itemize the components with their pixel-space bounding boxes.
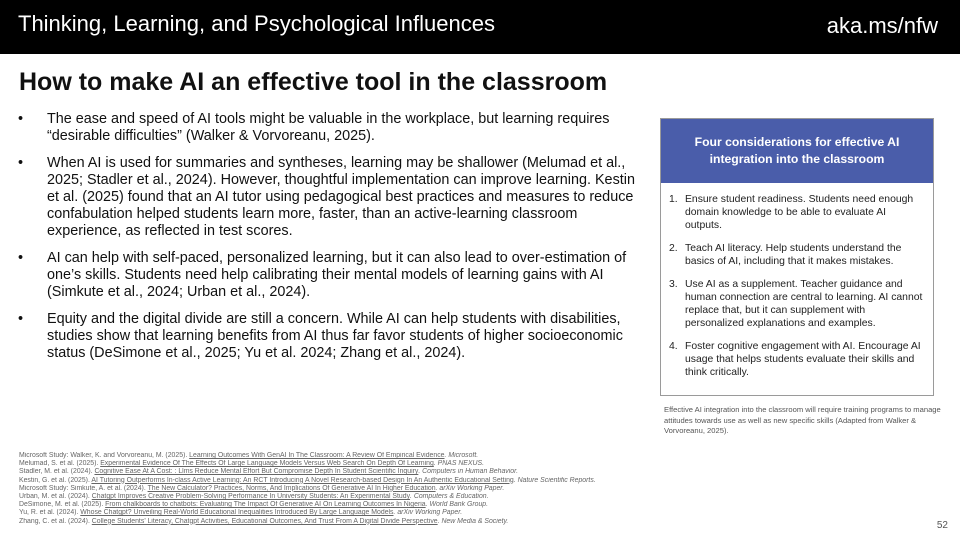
- panel-caption: Effective AI integration into the classroom will require training programs to manage attitudes towards use as well as new specific skills (Adapted from Walker & Vorvoreanu, 2025).: [664, 405, 941, 435]
- reference-item: [19, 485, 919, 493]
- bullet-item: [18, 155, 638, 240]
- item-number: 3.: [669, 279, 678, 290]
- page-number: 52: [936, 520, 948, 531]
- reference-item: [19, 460, 919, 468]
- reference-source: . New Media & Society.: [437, 517, 509, 525]
- reference-link[interactable]: Cognitive Ease At A Cost: : Llms Reduce Mental Effort But Compromise Depth In Student Scientific Inquiry: [94, 468, 419, 476]
- bullet-item: [18, 111, 638, 145]
- reference-link[interactable]: Whose Chatgpt? Unveiling Real-World Educational Inequalities Introduced By Large Language Models: [80, 509, 394, 517]
- reference-authors: Melumad, S. et al. (2025).: [19, 460, 101, 468]
- reference-authors: Stadler, M. et al. (2024).: [19, 468, 95, 476]
- reference-source: . PNAS NEXUS.: [433, 460, 484, 468]
- reference-authors: DeSimone, M. et al. (2025).: [19, 501, 106, 509]
- item-text: Ensure student readiness. Students need enough domain knowledge to be able to evaluate AI outputs.: [685, 194, 914, 231]
- reference-source: . Computers in Human Behavior.: [418, 468, 519, 476]
- reference-authors: Kestin, G. et al. (2025).: [19, 476, 92, 484]
- reference-source: . Computers & Education.: [410, 493, 489, 501]
- reference-item: [19, 501, 919, 509]
- reference-source: . Microsoft.: [444, 452, 479, 459]
- considerations-list: [669, 193, 925, 389]
- reference-item: [19, 452, 919, 460]
- reference-authors: Zhang, C. et al. (2024).: [19, 517, 92, 525]
- reference-source: . Nature Scientific Reports.: [513, 476, 596, 484]
- short-link[interactable]: aka.ms/nfw: [826, 13, 938, 38]
- bullet-icon: •: [18, 250, 24, 266]
- reference-source: . arXiv Working Paper.: [435, 484, 505, 492]
- references: [19, 452, 919, 526]
- considerations-panel: [660, 118, 934, 396]
- reference-link[interactable]: College Students’ Literacy, Chatgpt Activities, Educational Outcomes, And Trust From A Digital Divide Perspective: [91, 517, 438, 525]
- reference-item: [19, 518, 919, 526]
- reference-authors: Yu, R. et al. (2024).: [19, 509, 81, 517]
- reference-item: [19, 477, 919, 485]
- reference-link[interactable]: From chalkboards to chatbots: Evaluating The Impact Of Generative AI On Learning Outcomes In Nigeria: [105, 501, 426, 509]
- item-text: Foster cognitive engagement with AI. Encourage AI usage that helps students evaluate their skills and think critically.: [685, 341, 921, 378]
- bullet-text: When AI is used for summaries and syntheses, learning may be shallower (Melumad et al., 2025; Stadler et al., 2024). However, thoughtful implementation can improve learning. Kestin et al. (2025) found that an AI tutor using pedagogical best practices and measures to reduce confabulation helped students learn more, faster, than an active-learning classroom experience, as reflected in test scores.: [47, 155, 635, 239]
- bullet-item: [18, 311, 638, 362]
- consideration-item: [669, 340, 925, 379]
- bullet-icon: •: [18, 111, 24, 127]
- item-number: 4.: [669, 341, 678, 352]
- reference-item: [19, 493, 919, 501]
- reference-link[interactable]: Experimental Evidence Of The Effects Of Large Language Models Versus Web Search On Depth Of Learning: [100, 460, 434, 468]
- bullet-icon: •: [18, 155, 24, 171]
- reference-source: . World Bank Group.: [425, 501, 489, 509]
- bullet-text: The ease and speed of AI tools might be valuable in the workplace, but learning requires “desirable difficulties” (Walker & Vorvoreanu, 2025).: [47, 111, 610, 144]
- item-number: 2.: [669, 243, 678, 254]
- slide-title: How to make AI an effective tool in the classroom: [19, 68, 608, 96]
- bullet-item: [18, 250, 638, 301]
- reference-link[interactable]: AI Tutoring Outperforms In-class Active Learning: An RCT Introducing A Novel Research-based Design In An Authentic Educational Setting: [91, 476, 514, 484]
- panel-heading: Four considerations for effective AI integration into the classroom: [694, 135, 900, 166]
- header-bar: [0, 0, 960, 54]
- bullet-list: [18, 111, 638, 372]
- reference-authors: Urban, M. et al. (2024).: [19, 493, 92, 501]
- reference-authors: Microsoft Study: Simkute, A. et al. (2024).: [19, 484, 148, 492]
- bullet-text: Equity and the digital divide are still a concern. While AI can help students with disabilities, studies show that learning benefits from AI thus far favor students of higher socioeconomic status (DeSimone et al., 2025; Yu et al. 2024; Zhang et al., 2024).: [47, 311, 623, 361]
- panel-heading-bar: [661, 119, 933, 183]
- reference-link[interactable]: Chatgpt Improves Creative Problem-Solving Performance In University Students: An Experimental Study: [91, 493, 411, 501]
- section-title: Thinking, Learning, and Psychological Influences: [18, 11, 495, 36]
- bullet-icon: •: [18, 311, 24, 327]
- consideration-item: [669, 193, 925, 232]
- reference-authors: Microsoft Study: Walker, K. and Vorvoreanu, M. (2025).: [19, 452, 190, 459]
- item-number: 1.: [669, 194, 678, 205]
- reference-link[interactable]: The New Calculator? Practices, Norms, And Implications Of Generative AI In Higher Education: [147, 484, 436, 492]
- consideration-item: [669, 278, 925, 330]
- bullet-text: AI can help with self-paced, personalized learning, but it can also lead to over-estimation of one’s skills. Students need help calibrating their mental models of learning gains with AI (Simkute et al., 2024; Urban et al., 2024).: [47, 250, 627, 300]
- consideration-item: [669, 242, 925, 268]
- item-text: Use AI as a supplement. Teacher guidance and human connection are central to learning. AI cannot replace that, but it can supplement with personalized explanations and examples.: [685, 279, 923, 329]
- reference-source: . arXiv Working Paper.: [393, 509, 463, 517]
- reference-item: [19, 468, 919, 476]
- reference-link[interactable]: Learning Outcomes With GenAI In The Classroom: A Review Of Empirical Evidence: [189, 452, 445, 459]
- reference-item: [19, 509, 919, 517]
- item-text: Teach AI literacy. Help students understand the basics of AI, including that it makes mistakes.: [685, 243, 902, 267]
